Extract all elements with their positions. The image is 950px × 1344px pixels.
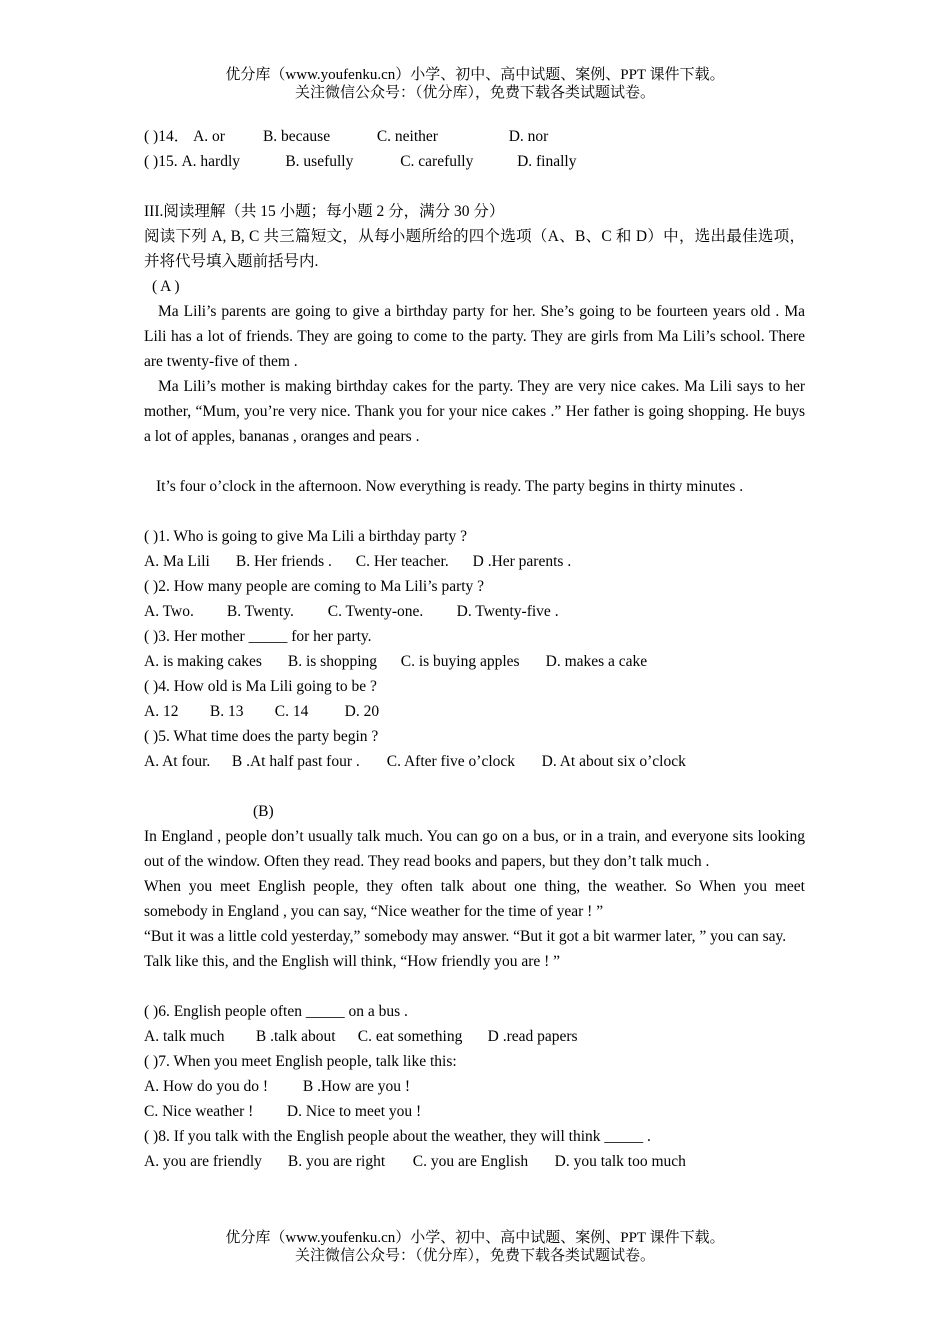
question-7: ( )7. When you meet English people, talk like this: xyxy=(144,1053,457,1070)
option-b: B. because xyxy=(262,128,331,145)
option-b: B .talk about xyxy=(255,1028,336,1045)
passage-a-paragraph-2: Ma Lili’s mother is making birthday cakes for the party. They are very nice cakes. Ma Lili says to her mother, “Mum, you’re very nice. Thank you for your nice cakes .” Her father is going shopping. He buys a lot of apples, bananas , oranges and pears . xyxy=(144,378,805,445)
question-7-options-row-2 xyxy=(144,1099,805,1124)
question-1: ( )1. Who is going to give Ma Lili a birthday party ? xyxy=(144,528,467,545)
option-b: B .How are you ! xyxy=(302,1078,411,1095)
page-header xyxy=(0,66,950,102)
question-8: ( )8. If you talk with the English people about the weather, they will think _____ . xyxy=(144,1128,651,1145)
passage-a-paragraph-3: It’s four o’clock in the afternoon. Now everything is ready. The party begins in thirty minutes . xyxy=(156,478,744,495)
option-c: C. 14 xyxy=(274,703,309,720)
question-5: ( )5. What time does the party begin ? xyxy=(144,728,379,745)
option-d: D. nor xyxy=(508,128,549,145)
option-a: A. Two. xyxy=(144,603,194,620)
option-d: D .Her parents . xyxy=(472,553,572,570)
option-c: C. carefully xyxy=(400,153,474,170)
option-a: A. Ma Lili xyxy=(144,553,210,570)
option-c: C. neither xyxy=(376,128,438,145)
option-d: D. Twenty-five . xyxy=(456,603,559,620)
option-d: D. At about six o’clock xyxy=(541,753,686,770)
page-footer xyxy=(0,1229,950,1265)
question-number: ( )14． xyxy=(144,128,190,145)
passage-b-paragraph-4: Talk like this, and the English will think, “How friendly you are ! ” xyxy=(144,953,561,970)
question-2-options xyxy=(144,599,805,624)
option-d: D. makes a cake xyxy=(545,653,648,670)
passage-a-paragraph-1: Ma Lili’s parents are going to give a birthday party for her. She’s going to be fourteen years old . Ma Lili has a lot of friends. They are going to come to the party. They are girls from Ma Lili’s school. There are twenty-five of them . xyxy=(144,303,805,370)
option-c: C. After five o’clock xyxy=(386,753,516,770)
option-d: D. Nice to meet you ! xyxy=(286,1103,422,1120)
option-c: C. Nice weather ! xyxy=(144,1103,254,1120)
option-c: C. eat something xyxy=(357,1028,463,1045)
option-b: B. you are right xyxy=(287,1153,386,1170)
option-b: B. 13 xyxy=(209,703,244,720)
header-line-2: 关注微信公众号：（优分库），免费下载各类试题试卷。 xyxy=(294,85,655,101)
question-6-options xyxy=(144,1024,805,1049)
passage-a-label: ( A ) xyxy=(152,278,180,295)
option-c: C. is buying apples xyxy=(400,653,520,670)
header-line-1: 优分库（www.youfenku.cn）小学、初中、高中试题、案例、PPT 课件下载。 xyxy=(225,67,725,83)
question-1-options xyxy=(144,549,805,574)
question-2: ( )2. How many people are coming to Ma Lili’s party ? xyxy=(144,578,485,595)
option-a: A. talk much xyxy=(144,1028,225,1045)
passage-b-paragraph-1: In England , people don’t usually talk much. You can go on a bus, or in a train, and everyone sits looking out of the window. Often they read. They read books and papers, but they don’t talk much . xyxy=(144,828,805,870)
option-a: A. you are friendly xyxy=(144,1153,262,1170)
option-a: A. hardly xyxy=(181,153,240,170)
question-4: ( )4. How old is Ma Lili going to be ? xyxy=(144,678,377,695)
option-a: A. At four. xyxy=(144,753,211,770)
question-number: ( )15. xyxy=(144,153,182,170)
section-instruction: 阅读下列 A, B, C 共三篇短文，从每小题所给的四个选项（A、B、C 和 D）中，选出最佳选项，并将代号填入题前括号内. xyxy=(144,228,805,270)
option-c: C. Her teacher. xyxy=(355,553,449,570)
cloze-question-15 xyxy=(144,149,805,174)
option-b: B .At half past four . xyxy=(231,753,360,770)
option-d: D. finally xyxy=(517,153,577,170)
question-6: ( )6. English people often _____ on a bus . xyxy=(144,1003,408,1020)
passage-b-paragraph-2: When you meet English people, they often talk about one thing, the weather. So When you meet somebody in England , you can say, “Nice weather for the time of year ! ” xyxy=(144,878,805,920)
option-a: A. How do you do ! xyxy=(144,1078,268,1095)
option-d: D .read papers xyxy=(487,1028,578,1045)
option-d: D. you talk too much xyxy=(554,1153,686,1170)
option-c: C. Twenty-one. xyxy=(327,603,424,620)
option-b: B. Twenty. xyxy=(226,603,294,620)
question-3: ( )3. Her mother _____ for her party. xyxy=(144,628,372,645)
footer-line-2: 关注微信公众号：（优分库），免费下载各类试题试卷。 xyxy=(294,1248,655,1264)
option-d: D. 20 xyxy=(344,703,380,720)
question-4-options xyxy=(144,699,805,724)
question-8-options xyxy=(144,1149,805,1174)
option-c: C. you are English xyxy=(412,1153,529,1170)
option-b: B. usefully xyxy=(285,153,354,170)
option-a: A. 12 xyxy=(144,703,179,720)
option-a: A. is making cakes xyxy=(144,653,262,670)
option-a: A. or xyxy=(193,128,225,145)
question-7-options-row-1 xyxy=(144,1074,805,1099)
option-b: B. is shopping xyxy=(287,653,378,670)
passage-b-label: (B) xyxy=(253,803,274,820)
question-5-options xyxy=(144,749,805,774)
passage-b-paragraph-3: “But it was a little cold yesterday,” somebody may answer. “But it got a bit warmer later, ” you can say. xyxy=(144,928,787,945)
document-body xyxy=(144,124,805,1174)
footer-line-1: 优分库（www.youfenku.cn）小学、初中、高中试题、案例、PPT 课件下载。 xyxy=(225,1230,725,1246)
section-title: III.阅读理解（共 15 小题；每小题 2 分，满分 30 分） xyxy=(144,203,505,220)
cloze-question-14 xyxy=(144,124,805,149)
question-3-options xyxy=(144,649,805,674)
option-b: B. Her friends . xyxy=(235,553,332,570)
